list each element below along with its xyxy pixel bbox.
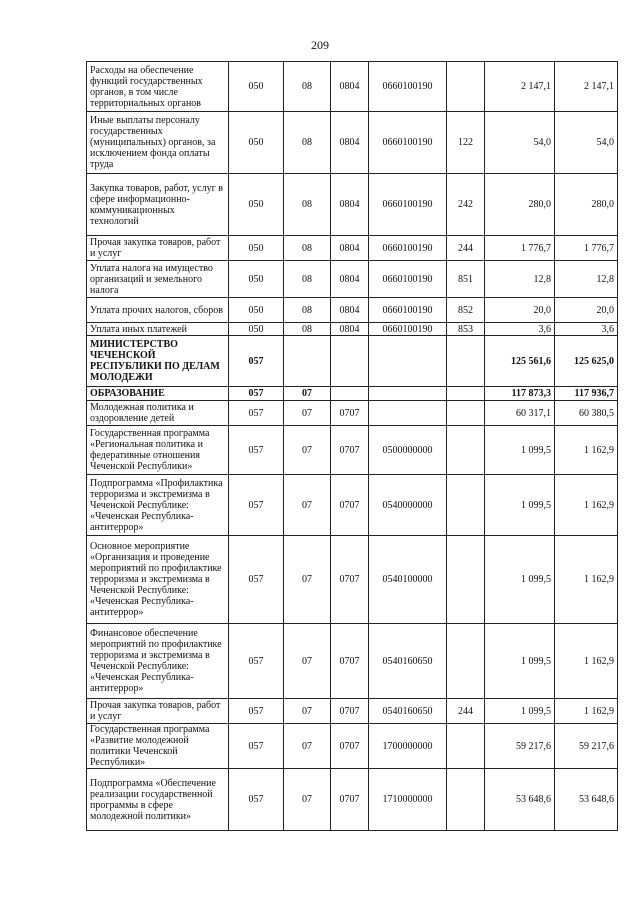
table-row (87, 261, 618, 298)
cell-subsection-code: 0804 (331, 261, 369, 298)
cell-amount-year-2: 1 776,7 (555, 236, 618, 261)
cell-expense-type (447, 475, 485, 536)
cell-subsection-code: 0707 (331, 724, 369, 769)
cell-amount-year-2: 1 162,9 (555, 426, 618, 475)
cell-name: Уплата прочих налогов, сборов (87, 298, 229, 323)
cell-section-code: 08 (284, 298, 331, 323)
cell-amount-year-1: 1 099,5 (485, 475, 555, 536)
cell-subsection-code: 0707 (331, 401, 369, 426)
cell-name: Подпрограмма «Обеспечение реализации государственной программы в сфере молодежной политики» (87, 769, 229, 831)
table-row (87, 401, 618, 426)
cell-expense-type: 851 (447, 261, 485, 298)
cell-target-article: 1710000000 (369, 769, 447, 831)
cell-ministry-code: 050 (229, 323, 284, 336)
table-row (87, 387, 618, 401)
cell-amount-year-2: 117 936,7 (555, 387, 618, 401)
cell-target-article: 0660100190 (369, 236, 447, 261)
cell-target-article: 0540100000 (369, 536, 447, 624)
cell-subsection-code: 0804 (331, 112, 369, 174)
cell-name: Закупка товаров, работ, услуг в сфере информационно-коммуникационных технологий (87, 174, 229, 236)
cell-ministry-code: 050 (229, 62, 284, 112)
cell-amount-year-1: 1 099,5 (485, 426, 555, 475)
cell-subsection-code: 0707 (331, 426, 369, 475)
cell-amount-year-2: 60 380,5 (555, 401, 618, 426)
cell-subsection-code: 0707 (331, 536, 369, 624)
page-number: 209 (311, 38, 329, 52)
cell-target-article: 0540160650 (369, 624, 447, 699)
cell-amount-year-2: 2 147,1 (555, 62, 618, 112)
budget-table (86, 61, 618, 831)
cell-amount-year-1: 59 217,6 (485, 724, 555, 769)
cell-target-article: 0660100190 (369, 261, 447, 298)
cell-name: Государственная программа «Развитие молодежной политики Чеченской Республики» (87, 724, 229, 769)
table-row (87, 62, 618, 112)
cell-subsection-code: 0707 (331, 769, 369, 831)
cell-expense-type: 244 (447, 699, 485, 724)
cell-section-code: 07 (284, 769, 331, 831)
table-row (87, 536, 618, 624)
table-row (87, 699, 618, 724)
cell-amount-year-1: 1 099,5 (485, 624, 555, 699)
cell-amount-year-2: 53 648,6 (555, 769, 618, 831)
cell-section-code: 08 (284, 323, 331, 336)
cell-ministry-code: 057 (229, 624, 284, 699)
cell-name: ОБРАЗОВАНИЕ (87, 387, 229, 401)
cell-target-article: 0660100190 (369, 174, 447, 236)
cell-section-code: 08 (284, 236, 331, 261)
cell-name: Финансовое обеспечение мероприятий по профилактике терроризма и экстремизма в Чеченской Республике: «Чеченская Республика-антитеррор» (87, 624, 229, 699)
cell-section-code: 07 (284, 387, 331, 401)
cell-ministry-code: 050 (229, 261, 284, 298)
cell-name: МИНИСТЕРСТВО ЧЕЧЕНСКОЙ РЕСПУБЛИКИ ПО ДЕЛАМ МОЛОДЕЖИ (87, 336, 229, 387)
cell-amount-year-2: 1 162,9 (555, 624, 618, 699)
cell-expense-type (447, 769, 485, 831)
cell-name: Прочая закупка товаров, работ и услуг (87, 699, 229, 724)
cell-ministry-code: 057 (229, 401, 284, 426)
cell-ministry-code: 057 (229, 336, 284, 387)
cell-target-article (369, 387, 447, 401)
cell-section-code: 08 (284, 174, 331, 236)
cell-amount-year-1: 117 873,3 (485, 387, 555, 401)
cell-amount-year-2: 1 162,9 (555, 699, 618, 724)
cell-subsection-code: 0804 (331, 174, 369, 236)
cell-section-code: 08 (284, 112, 331, 174)
cell-amount-year-1: 2 147,1 (485, 62, 555, 112)
cell-expense-type (447, 426, 485, 475)
cell-amount-year-1: 54,0 (485, 112, 555, 174)
table-row (87, 624, 618, 699)
cell-name: Уплата налога на имущество организаций и земельного налога (87, 261, 229, 298)
table-row (87, 112, 618, 174)
cell-target-article: 0660100190 (369, 62, 447, 112)
cell-expense-type: 853 (447, 323, 485, 336)
cell-subsection-code: 0707 (331, 624, 369, 699)
cell-expense-type (447, 336, 485, 387)
cell-expense-type: 242 (447, 174, 485, 236)
cell-target-article (369, 336, 447, 387)
cell-ministry-code: 057 (229, 769, 284, 831)
cell-ministry-code: 050 (229, 298, 284, 323)
table-row (87, 769, 618, 831)
table-row (87, 426, 618, 475)
cell-amount-year-2: 1 162,9 (555, 536, 618, 624)
table-row (87, 298, 618, 323)
cell-subsection-code (331, 336, 369, 387)
cell-subsection-code (331, 387, 369, 401)
cell-name: Прочая закупка товаров, работ и услуг (87, 236, 229, 261)
cell-amount-year-2: 12,8 (555, 261, 618, 298)
cell-target-article: 0500000000 (369, 426, 447, 475)
cell-expense-type (447, 387, 485, 401)
table-row (87, 475, 618, 536)
cell-ministry-code: 057 (229, 387, 284, 401)
cell-amount-year-2: 20,0 (555, 298, 618, 323)
cell-target-article: 0540160650 (369, 699, 447, 724)
cell-amount-year-1: 1 099,5 (485, 699, 555, 724)
cell-ministry-code: 050 (229, 236, 284, 261)
cell-amount-year-1: 53 648,6 (485, 769, 555, 831)
cell-section-code: 07 (284, 475, 331, 536)
cell-section-code: 07 (284, 426, 331, 475)
cell-section-code: 08 (284, 261, 331, 298)
cell-ministry-code: 057 (229, 724, 284, 769)
cell-expense-type (447, 624, 485, 699)
cell-expense-type: 122 (447, 112, 485, 174)
cell-amount-year-2: 59 217,6 (555, 724, 618, 769)
cell-amount-year-1: 1 099,5 (485, 536, 555, 624)
cell-subsection-code: 0804 (331, 323, 369, 336)
cell-name: Уплата иных платежей (87, 323, 229, 336)
cell-amount-year-1: 20,0 (485, 298, 555, 323)
cell-section-code: 07 (284, 401, 331, 426)
cell-ministry-code: 050 (229, 112, 284, 174)
cell-expense-type (447, 401, 485, 426)
cell-name: Молодежная политика и оздоровление детей (87, 401, 229, 426)
cell-amount-year-1: 280,0 (485, 174, 555, 236)
table-row (87, 336, 618, 387)
cell-target-article: 1700000000 (369, 724, 447, 769)
cell-section-code: 07 (284, 699, 331, 724)
cell-expense-type (447, 724, 485, 769)
cell-expense-type (447, 536, 485, 624)
cell-amount-year-1: 1 776,7 (485, 236, 555, 261)
cell-section-code: 07 (284, 624, 331, 699)
cell-subsection-code: 0804 (331, 298, 369, 323)
cell-ministry-code: 057 (229, 475, 284, 536)
cell-name: Иные выплаты персоналу государственных (муниципальных) органов, за исключением фонда оплаты труда (87, 112, 229, 174)
cell-name: Подпрограмма «Профилактика терроризма и экстремизма в Чеченской Республике: «Чеченская Республика-антитеррор» (87, 475, 229, 536)
cell-target-article: 0660100190 (369, 112, 447, 174)
cell-name: Государственная программа «Региональная политика и федеративные отношения Чеченской Республики» (87, 426, 229, 475)
cell-amount-year-2: 3,6 (555, 323, 618, 336)
cell-target-article: 0660100190 (369, 323, 447, 336)
cell-amount-year-2: 1 162,9 (555, 475, 618, 536)
cell-target-article: 0540000000 (369, 475, 447, 536)
cell-subsection-code: 0804 (331, 62, 369, 112)
cell-amount-year-2: 125 625,0 (555, 336, 618, 387)
cell-amount-year-1: 125 561,6 (485, 336, 555, 387)
cell-subsection-code: 0707 (331, 699, 369, 724)
table-row (87, 724, 618, 769)
cell-section-code: 07 (284, 724, 331, 769)
cell-amount-year-1: 3,6 (485, 323, 555, 336)
cell-ministry-code: 057 (229, 536, 284, 624)
cell-ministry-code: 050 (229, 174, 284, 236)
cell-amount-year-1: 12,8 (485, 261, 555, 298)
table-row (87, 174, 618, 236)
table-row (87, 236, 618, 261)
cell-expense-type (447, 62, 485, 112)
cell-name: Расходы на обеспечение функций государственных органов, в том числе территориальных органов (87, 62, 229, 112)
cell-section-code (284, 336, 331, 387)
cell-amount-year-2: 54,0 (555, 112, 618, 174)
cell-target-article (369, 401, 447, 426)
cell-ministry-code: 057 (229, 699, 284, 724)
cell-subsection-code: 0707 (331, 475, 369, 536)
cell-amount-year-2: 280,0 (555, 174, 618, 236)
table-row (87, 323, 618, 336)
cell-amount-year-1: 60 317,1 (485, 401, 555, 426)
cell-section-code: 07 (284, 536, 331, 624)
cell-ministry-code: 057 (229, 426, 284, 475)
cell-subsection-code: 0804 (331, 236, 369, 261)
cell-target-article: 0660100190 (369, 298, 447, 323)
cell-section-code: 08 (284, 62, 331, 112)
cell-expense-type: 852 (447, 298, 485, 323)
cell-name: Основное мероприятие «Организация и проведение мероприятий по профилактике терроризма и экстремизма в Чеченской Республике: «Чеченская Республика-антитеррор» (87, 536, 229, 624)
cell-expense-type: 244 (447, 236, 485, 261)
